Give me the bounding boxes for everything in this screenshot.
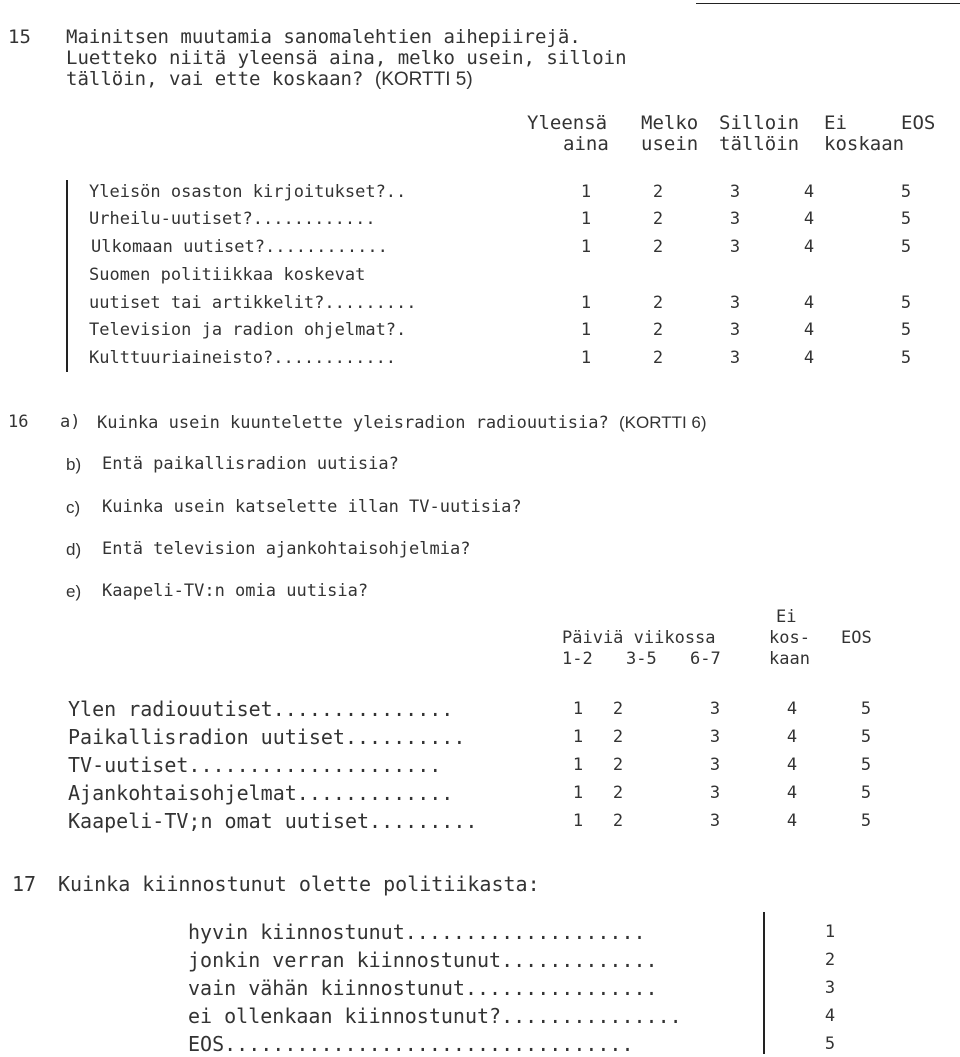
q15-cell: 5 — [900, 293, 912, 313]
q16-number: 16 — [8, 412, 29, 432]
q17-option-label: hyvin kiinnostunut.................... — [188, 920, 646, 944]
q17-option-label: vain vähän kiinnostunut................ — [188, 976, 658, 1000]
q16-d-text: Entä television ajankohtaisohjelmia? — [102, 539, 471, 559]
q16-cell: 1 — [572, 811, 584, 831]
q16-cell: 2 — [612, 699, 624, 719]
q17-option-code: 3 — [824, 978, 836, 998]
q15-cell: 1 — [580, 237, 592, 257]
q15-row-label: Kulttuuriaineisto?............ — [89, 348, 397, 368]
q16-cell: 3 — [709, 755, 721, 775]
q17-number: 17 — [12, 872, 37, 896]
q16-cell: 3 — [709, 783, 721, 803]
q17-option-code: 4 — [824, 1006, 836, 1026]
q16-cell: 2 — [612, 755, 624, 775]
q16-header-eos: EOS — [841, 628, 872, 648]
q15-header-col1-top: Yleensä — [527, 112, 608, 134]
q16-header-kaan: kaan — [769, 649, 810, 669]
q16-cell: 4 — [786, 755, 798, 775]
q15-line3 — [66, 70, 473, 89]
q15-cell: 5 — [900, 237, 912, 257]
q16-header-kos: kos- — [769, 628, 810, 648]
q15-cell: 4 — [803, 182, 815, 202]
q15-header-col1-bot: aina — [563, 133, 609, 155]
q16-a-line — [97, 414, 707, 432]
q15-cell: 3 — [729, 293, 741, 313]
q16-row-label: TV-uutiset..................... — [68, 753, 442, 777]
q15-header-col4-bot: koskaan — [824, 133, 905, 155]
q16-cell: 3 — [709, 811, 721, 831]
q17-option-code: 2 — [824, 950, 836, 970]
q16-cell: 5 — [860, 811, 872, 831]
q16-cell: 5 — [860, 783, 872, 803]
q16-row-label: Kaapeli-TV;n omat uutiset......... — [68, 809, 478, 833]
q15-header-col2-bot: usein — [641, 133, 699, 155]
q15-cell: 4 — [803, 293, 815, 313]
q17-option-label: ei ollenkaan kiinnostunut?............... — [188, 1004, 682, 1028]
q15-header-col3-bot: tällöin — [719, 133, 800, 155]
q15-line3-text: tällöin, vai ette koskaan? — [66, 68, 364, 90]
q15-cell: 1 — [580, 182, 592, 202]
q15-line1: Mainitsen muutamia sanomalehtien aihepiirejä. — [66, 26, 581, 48]
q16-c-letter: c) — [66, 498, 81, 517]
q15-cell: 1 — [580, 348, 592, 368]
q15-cell: 3 — [729, 320, 741, 340]
q16-cell: 5 — [860, 755, 872, 775]
q16-cell: 5 — [860, 727, 872, 747]
q16-b-text: Entä paikallisradion uutisia? — [102, 454, 399, 474]
q15-header-col2-top: Melko — [641, 112, 699, 134]
q15-row-label: Yleisön osaston kirjoitukset?.. — [89, 182, 407, 202]
q16-cell: 2 — [612, 811, 624, 831]
q15-header-col3-top: Silloin — [719, 112, 800, 134]
q15-cell: 1 — [580, 293, 592, 313]
q15-cell: 5 — [900, 209, 912, 229]
q15-cell: 2 — [652, 237, 664, 257]
q16-cell: 4 — [786, 783, 798, 803]
q15-line2: Luetteko niitä yleensä aina, melko usein, silloin — [66, 47, 627, 69]
q15-header-col5-top: EOS — [901, 112, 936, 134]
q16-cell: 1 — [572, 755, 584, 775]
q15-cell: 1 — [580, 209, 592, 229]
q16-cell: 4 — [786, 727, 798, 747]
q16-e-letter: e) — [66, 582, 82, 601]
q16-header-ei: Ei — [776, 607, 797, 627]
q17-option-label: EOS.................................. — [188, 1032, 634, 1056]
q15-row-label: Urheilu-uutiset?............ — [89, 209, 376, 229]
q15-cell: 5 — [900, 320, 912, 340]
q16-b-letter: b) — [66, 455, 82, 474]
q16-header-r12: 1-2 — [562, 649, 593, 669]
q16-e-text: Kaapeli-TV:n omia uutisia? — [102, 581, 369, 601]
q17-option-code: 5 — [824, 1034, 836, 1054]
q16-cell: 3 — [709, 699, 721, 719]
q16-row-label: Paikallisradion uutiset.......... — [68, 725, 466, 749]
q15-cell: 3 — [729, 209, 741, 229]
q16-header-r35: 3-5 — [626, 649, 657, 669]
q15-cell: 2 — [652, 293, 664, 313]
q16-cell: 1 — [572, 783, 584, 803]
q16-header-paivia: Päiviä viikossa — [562, 628, 716, 648]
q17-text: Kuinka kiinnostunut olette politiikasta: — [58, 872, 540, 896]
q16-row-label: Ylen radiouutiset............... — [68, 697, 454, 721]
q15-row-label: Television ja radion ohjelmat?. — [89, 320, 407, 340]
q15-cell: 4 — [803, 237, 815, 257]
q16-cell: 3 — [709, 727, 721, 747]
q15-cell: 2 — [652, 320, 664, 340]
q15-cell: 3 — [729, 182, 741, 202]
q15-cell: 4 — [803, 209, 815, 229]
q15-row-label: Ulkomaan uutiset?............ — [91, 237, 388, 257]
q17-bracket-line — [763, 912, 765, 1054]
q15-card-ref: (KORTTI 5) — [374, 69, 473, 90]
top-rule — [696, 3, 960, 4]
q16-header-r67: 6-7 — [690, 649, 721, 669]
q16-a-text: Kuinka usein kuuntelette yleisradion radiouutisia? — [97, 413, 609, 433]
q16-c-text: Kuinka usein katselette illan TV-uutisia? — [102, 497, 522, 517]
q15-cell: 2 — [652, 209, 664, 229]
q16-cell: 1 — [572, 727, 584, 747]
q15-cell: 2 — [652, 348, 664, 368]
q15-bracket-line — [66, 180, 68, 372]
q16-cell: 2 — [612, 727, 624, 747]
q16-cell: 4 — [786, 699, 798, 719]
q15-cell: 4 — [803, 320, 815, 340]
q15-cell: 3 — [729, 348, 741, 368]
q16-cell: 1 — [572, 699, 584, 719]
q16-a-letter: a) — [60, 412, 81, 432]
q15-cell: 4 — [803, 348, 815, 368]
q15-cell: 2 — [652, 182, 664, 202]
q15-cell: 5 — [900, 182, 912, 202]
q16-card-ref: (KORTTI 6) — [619, 413, 707, 432]
q15-cell: 5 — [900, 348, 912, 368]
q16-row-label: Ajankohtaisohjelmat............. — [68, 781, 454, 805]
q15-row-label: Suomen politiikkaa koskevat — [89, 265, 366, 285]
q16-cell: 2 — [612, 783, 624, 803]
q15-number: 15 — [8, 26, 31, 48]
q17-option-code: 1 — [824, 922, 836, 942]
q15-cell: 1 — [580, 320, 592, 340]
q15-header-col4-top: Ei — [824, 112, 847, 134]
q15-cell: 3 — [729, 237, 741, 257]
q16-cell: 4 — [786, 811, 798, 831]
q15-row-label-2: uutiset tai artikkelit?......... — [89, 293, 417, 313]
q16-d-letter: d) — [66, 540, 82, 559]
q17-option-label: jonkin verran kiinnostunut............. — [188, 948, 658, 972]
q16-cell: 5 — [860, 699, 872, 719]
